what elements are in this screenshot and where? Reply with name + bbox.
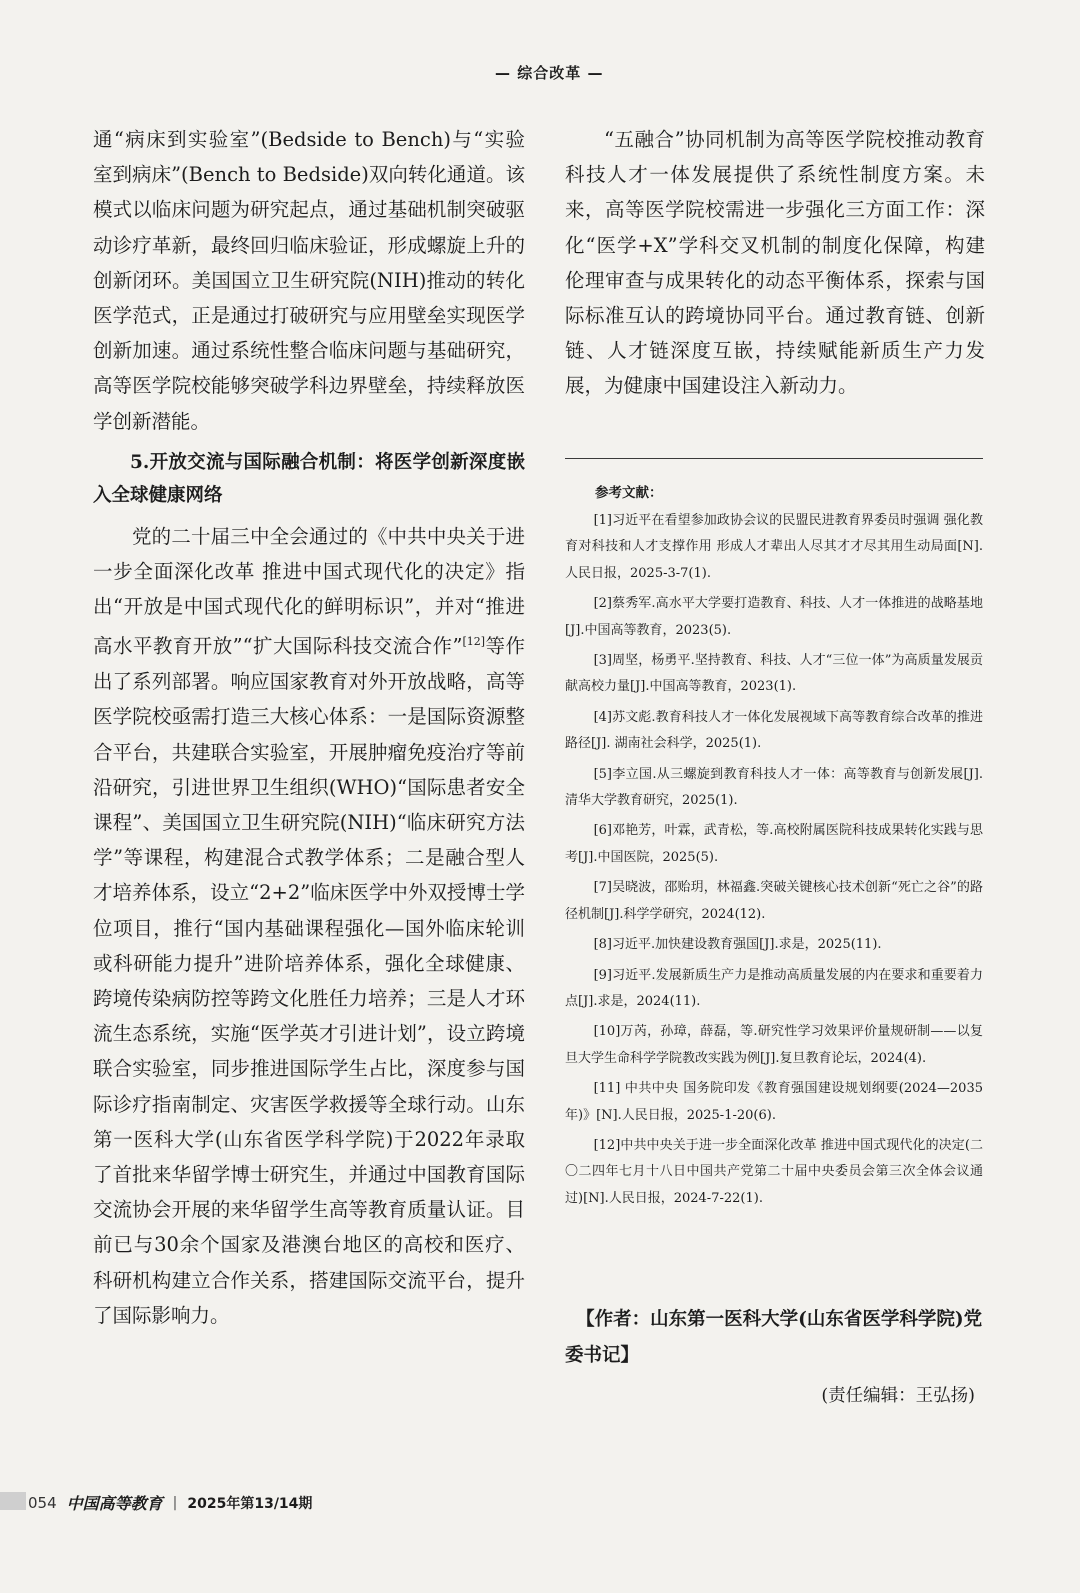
footer-separator: | <box>172 1494 178 1511</box>
reference-item: [8]习近平.加快建设教育强国[J].求是，2025(11). <box>593 937 882 953</box>
magazine-title: 中国高等教育 <box>66 1494 163 1513</box>
paragraph <box>93 519 525 1333</box>
reference-item: [1]习近平在看望参加政协会议的民盟民进教育界委员时强调 强化教育对科技和人才支撑作用 形成人才辈出人尽其才才尽其用生动局面[N].人民日报，2025-3-7(1). <box>565 513 983 581</box>
left-column <box>93 122 525 1333</box>
issue-label: 2025年第13/14期 <box>187 1495 313 1512</box>
reference-item: [9]习近平.发展新质生产力是推动高质量发展的内在要求和重要着力点[J].求是，2024(11). <box>565 967 983 1009</box>
reference-item: [12]中共中央关于进一步全面深化改革 推进中国式现代化的决定(二〇二四年七月十八日中国共产党第二十届中央委员会第三次全体会议通过)[N].人民日报，2024-7-22(1). <box>565 1137 983 1206</box>
reference-item: [7]吴晓波，邵贻玥，林福鑫.突破关键核心技术创新“死亡之谷”的路径机制[J].科学学研究，2024(12). <box>565 880 983 922</box>
right-column <box>565 122 985 404</box>
author-note: 【作者：山东第一医科大学(山东省医学科学院)党委书记】 <box>565 1309 983 1366</box>
reference-item: [4]苏文彪.教育科技人才一体化发展视域下高等教育综合改革的推进路径[J]. 湖南社会科学，2025(1). <box>565 709 983 752</box>
section-heading: 5.开放交流与国际融合机制：将医学创新深度嵌入全球健康网络 <box>93 451 525 506</box>
references-list <box>565 508 983 1216</box>
reference-item: [10]万芮，孙璋，薛磊，等.研究性学习效果评价量规研制——以复旦大学生命科学学院教改实践为例[J].复旦教育论坛，2024(4). <box>565 1024 983 1066</box>
reference-item: [2]蔡秀军.高水平大学要打造教育、科技、人才一体推进的战略基地[J].中国高等教育，2023(5). <box>565 596 983 638</box>
section-label: — 综合改革 — <box>495 64 604 82</box>
reference-item: [5]李立国.从三螺旋到教育科技人才一体：高等教育与创新发展[J].清华大学教育研究，2025(1). <box>565 766 983 809</box>
page-footer <box>28 1491 312 1514</box>
divider <box>565 458 983 459</box>
references-title: 参考文献： <box>595 485 663 501</box>
reference-item: [11] 中共中央 国务院印发《教育强国建设规划纲要(2024—2035年)》[N].人民日报，2025-1-20(6). <box>565 1081 983 1123</box>
paragraph-text: 党的二十届三中全会通过的《中共中央关于进一步全面深化改革 推进中国式现代化的决定》指出“开放是中国式现代化的鲜明标识”，并对“推进高水平教育开放”“扩大国际科技交流合作” <box>93 524 525 658</box>
editor-note: (责任编辑：王弘扬) <box>821 1386 975 1406</box>
paragraph: 通“病床到实验室”(Bedside to Bench)与“实验室到病床”(Bench to Bedside)双向转化通道。该模式以临床问题为研究起点，通过基础机制突破驱动诊疗革新，最终回归临床验证，形成螺旋上升的创新闭环。美国国立卫生研究院(NIH)推动的转化医学范式，正是通过打破研究与应用壁垒实现医学创新加速。通过系统性整合临床问题与基础研究，高等医学院校能够突破学科边界壁垒，持续释放医学创新潜能。 <box>93 128 525 433</box>
reference-mark: [12] <box>462 635 486 649</box>
footer-bar <box>0 1492 26 1510</box>
reference-item: [3]周坚，杨勇平.坚持教育、科技、人才“三位一体”为高质量发展贡献高校力量[J].中国高等教育，2023(1). <box>565 653 983 695</box>
paragraph: “五融合”协同机制为高等医学院校推动教育科技人才一体发展提供了系统性制度方案。未来，高等医学院校需进一步强化三方面工作：深化“医学+X”学科交叉机制的制度化保障，构建伦理审查与成果转化的动态平衡体系，探索与国际标准互认的跨境协同平台。通过教育链、创新链、人才链深度互嵌，持续赋能新质生产力发展，为健康中国建设注入新动力。 <box>565 128 985 398</box>
page-number: 054 <box>28 1493 57 1512</box>
paragraph-text: 等作出了系列部署。响应国家教育对外开放战略，高等医学院校亟需打造三大核心体系：一是国际资源整合平台，共建联合实验室，开展肿瘤免疫治疗等前沿研究，引进世界卫生组织(WHO)“国际患者安全课程”、美国国立卫生研究院(NIH)“临床研究方法学”等课程，构建混合式教学体系；二是融合型人才培养体系，设立“2+2”临床医学中外双授博士学位项目，推行“国内基础课程强化—国外临床轮训或科研能力提升”进阶培养体系，强化全球健康、跨境传染病防控等跨文化胜任力培养；三是人才环流生态系统，实施“医学英才引进计划”，设立跨境联合实验室，同步推进国际学生占比，深度参与国际诊疗指南制定、灾害医学救援等全球行动。山东第一医科大学(山东省医学科学院)于2022年录取了首批来华留学博士研究生，并通过中国教育国际交流协会开展的来华留学生高等教育质量认证。目前已与30余个国家及港澳台地区的高校和医疗、科研机构建立合作关系，搭建国际交流平台，提升了国际影响力。 <box>93 634 525 1327</box>
reference-item: [6]邓艳芳，叶霖，武青松，等.高校附属医院科技成果转化实践与思考[J].中国医院，2025(5). <box>565 823 983 865</box>
